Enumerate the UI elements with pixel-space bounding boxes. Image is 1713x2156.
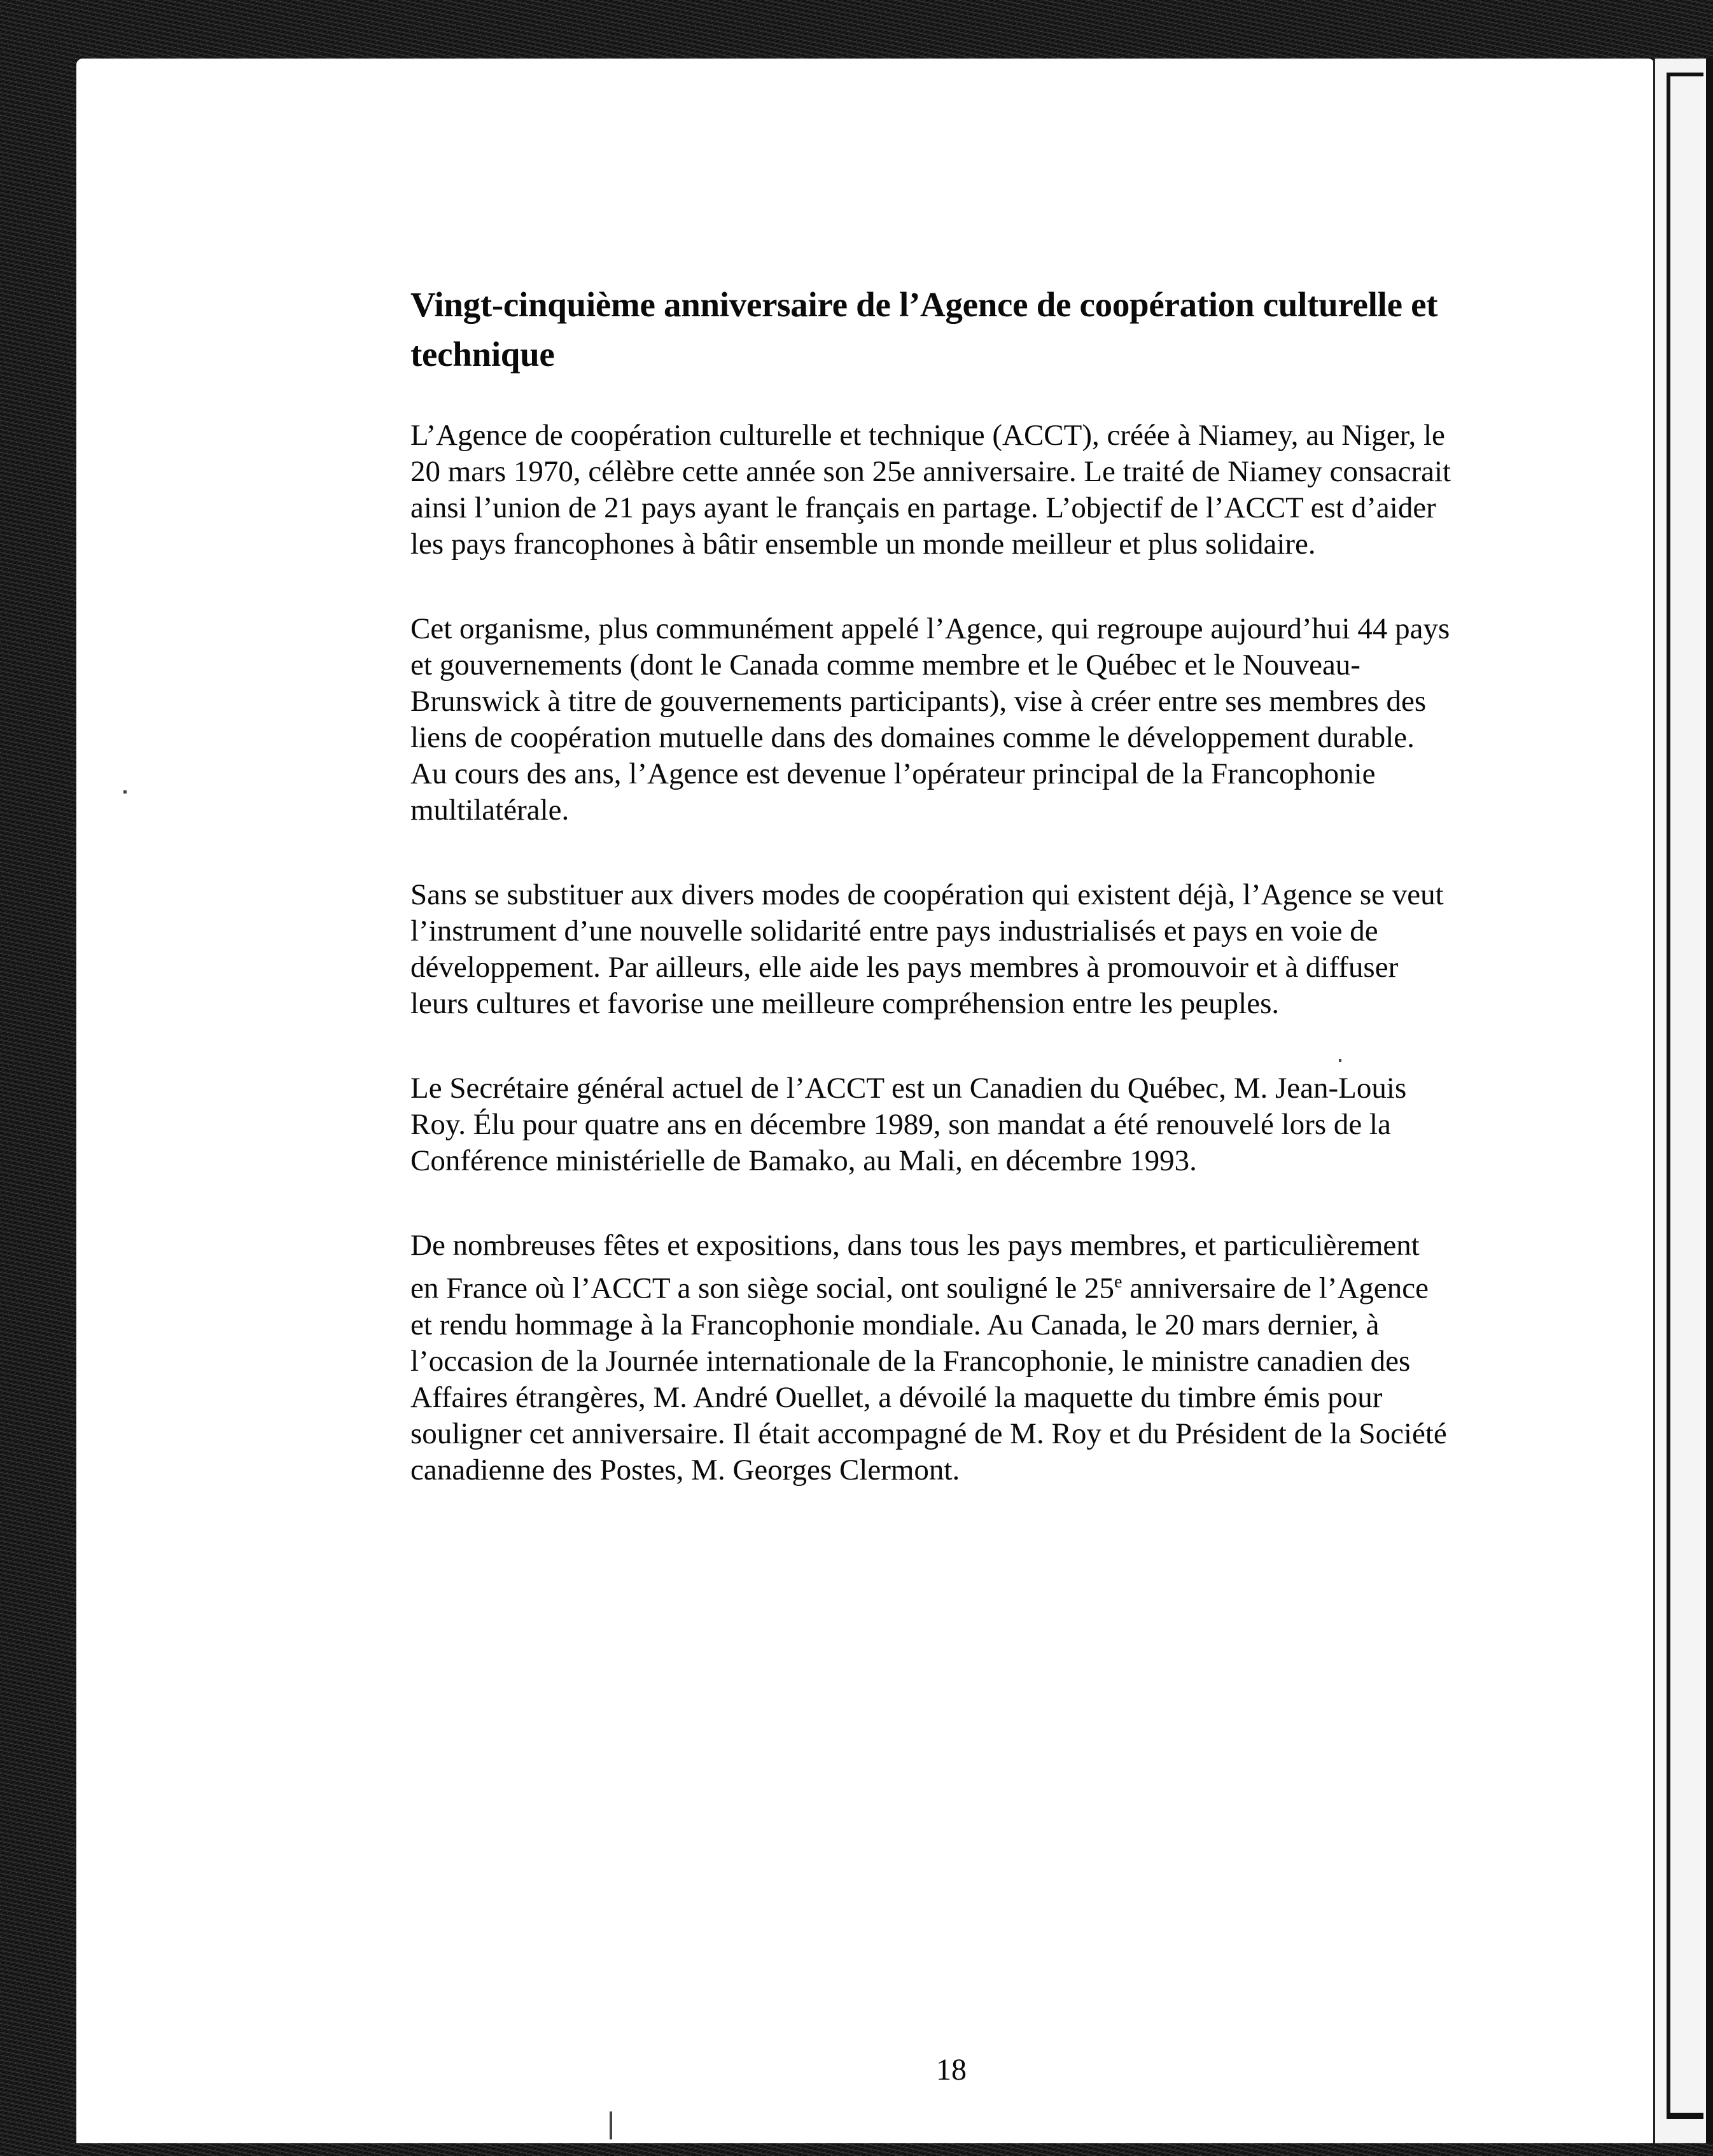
paragraph-5 (410, 1228, 1454, 1488)
article-title: Vingt-cinquième anniversaire de l’Agence de coopération culturelle et technique (410, 285, 1438, 374)
paragraph-1: L’Agence de coopération culturelle et technique (ACCT), créée à Niamey, au Niger, le 20 mars 1970, célèbre cette année son 25e anniversaire. Le traité de Niamey consacrait ainsi l’union de 21 pays ayant le français en partage. L’objectif de l’ACCT est d’aider les pays francophones à bâtir ensemble un monde meilleur et plus solidaire. (410, 419, 1451, 561)
binding-edge (1653, 59, 1713, 2143)
ordinal-superscript: e (1114, 1272, 1122, 1292)
scan-artifact-line (610, 2111, 612, 2139)
paragraph-2: Cet organisme, plus communément appelé l’Agence, qui regroupe aujourd’hui 44 pays et gouvernements (dont le Canada comme membre et le Québec et le Nouveau-Brunswick à titre de gouvernements participants), vise à créer entre ses membres des liens de coopération mutuelle dans des domaines comme le développement durable. Au cours des ans, l’Agence est devenue l’opérateur principal de la Francophonie multilatérale. (410, 612, 1450, 827)
article (410, 280, 1454, 1537)
paragraph-5-part-1: De nombreuses fêtes et expositions, dans tous les pays membres, et particulièrement en France où l’ACCT a son siège social, ont souligné le 25 (410, 1229, 1420, 1305)
paragraph-3: Sans se substituer aux divers modes de coopération qui existent déjà, l’Agence se veut l’instrument d’une nouvelle solidarité entre pays industrialisés et pays en voie de développement. Par ailleurs, elle aide les pays membres à promouvoir et à diffuser leurs cultures et favorise une meilleure compréhension entre les peuples. (410, 878, 1444, 1020)
scan-artifact-dot (1339, 1059, 1341, 1062)
binding-bracket (1667, 73, 1703, 2119)
paragraph-5-part-2: anniversaire de l’Agence et rendu hommage à la Francophonie mondiale. Au Canada, le 20 mars dernier, à l’occasion de la Journée internationale de la Francophonie, le ministre canadien des Affaires étrangères, M. André Ouellet, a dévoilé la maquette du timbre émis pour souligner cet anniversaire. Il était accompagné de M. Roy et du Président de la Société canadienne des Postes, M. Georges Clermont. (410, 1271, 1447, 1487)
page-number: 18 (936, 2053, 967, 2087)
paragraph-4: Le Secrétaire général actuel de l’ACCT est un Canadien du Québec, M. Jean-Louis Roy. Élu pour quatre ans en décembre 1989, son mandat a été renouvelé lors de la Conférence ministérielle de Bamako, au Mali, en décembre 1993. (410, 1072, 1407, 1177)
binding-strip (1706, 59, 1713, 2143)
scan-artifact-dot (123, 790, 127, 794)
